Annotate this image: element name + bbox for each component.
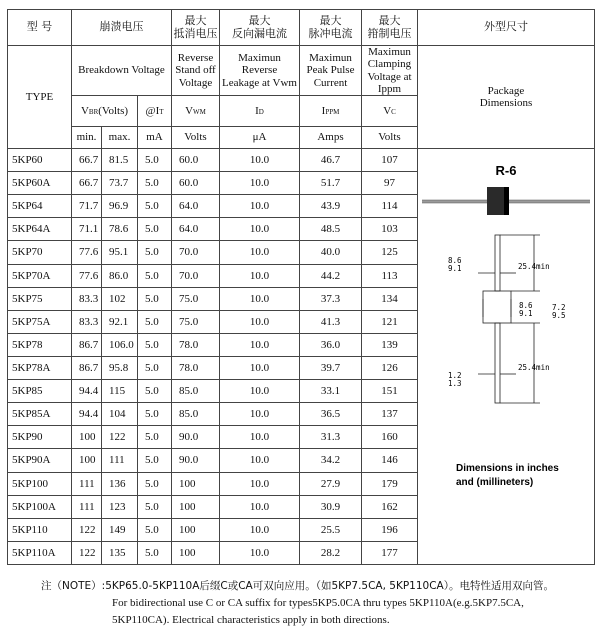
cell-id: 10.0 <box>220 172 300 195</box>
hdr-outline-cn: 外型尺寸 <box>418 10 595 46</box>
type-cell: 5KP110 <box>8 518 72 541</box>
package-name: R-6 <box>495 163 517 178</box>
cell-max: 104 <box>102 403 138 426</box>
cell-vc: 103 <box>362 218 418 241</box>
note-line-cn: 注（NOTE）:5KP65.0-5KP110A后缀C或CA可双向应用。（如5KP7.5CA, 5KP110CA）。电特性适用双向管。 <box>41 580 554 592</box>
cell-max: 95.1 <box>102 241 138 264</box>
cell-it: 5.0 <box>138 333 172 356</box>
cell-it: 5.0 <box>138 287 172 310</box>
hdr-leakage-en: Maximun Reverse Leakage at Vwm <box>220 46 300 96</box>
cell-vwm: 90.0 <box>172 426 220 449</box>
cell-max: 106.0 <box>102 333 138 356</box>
cell-min: 111 <box>72 495 102 518</box>
sym-ippm: IPPM <box>300 96 362 127</box>
cell-id: 10.0 <box>220 310 300 333</box>
cell-vwm: 100 <box>172 518 220 541</box>
dim-body-len1: 7.2 <box>552 303 566 312</box>
cell-ippm: 25.5 <box>300 518 362 541</box>
type-cell: 5KP85 <box>8 380 72 403</box>
cell-id: 10.0 <box>220 218 300 241</box>
cell-min: 77.6 <box>72 241 102 264</box>
cell-id: 10.0 <box>220 356 300 379</box>
cell-ippm: 39.7 <box>300 356 362 379</box>
cell-ippm: 41.3 <box>300 310 362 333</box>
type-cell: 5KP110A <box>8 541 72 564</box>
cell-id: 10.0 <box>220 333 300 356</box>
hdr-leakage-cn: 最大 反向漏电流 <box>220 10 300 46</box>
cell-min: 66.7 <box>72 149 102 172</box>
cell-ippm: 33.1 <box>300 380 362 403</box>
cell-id: 10.0 <box>220 403 300 426</box>
package-drawing <box>418 149 595 561</box>
unit-max: max. <box>102 127 138 149</box>
cell-min: 100 <box>72 449 102 472</box>
cell-vwm: 64.0 <box>172 218 220 241</box>
cell-ippm: 31.3 <box>300 426 362 449</box>
cell-vc: 107 <box>362 149 418 172</box>
cell-it: 5.0 <box>138 541 172 564</box>
cell-max: 95.8 <box>102 356 138 379</box>
cell-max: 115 <box>102 380 138 403</box>
cell-id: 10.0 <box>220 241 300 264</box>
cell-vc: 160 <box>362 426 418 449</box>
unit-ua: μA <box>220 127 300 149</box>
dim-caption-2: and (millineters) <box>456 477 534 488</box>
unit-min: min. <box>72 127 102 149</box>
diode-side-view <box>422 187 590 215</box>
type-cell: 5KP85A <box>8 403 72 426</box>
cell-min: 122 <box>72 518 102 541</box>
cell-ippm: 27.9 <box>300 472 362 495</box>
type-cell: 5KP90A <box>8 449 72 472</box>
hdr-breakdown-cn: 崩溃电压 <box>72 10 172 46</box>
cell-id: 10.0 <box>220 518 300 541</box>
cell-id: 10.0 <box>220 541 300 564</box>
cell-min: 86.7 <box>72 356 102 379</box>
cell-it: 5.0 <box>138 172 172 195</box>
cell-vc: 139 <box>362 333 418 356</box>
cell-id: 10.0 <box>220 287 300 310</box>
cell-it: 5.0 <box>138 472 172 495</box>
header-row-en <box>8 46 595 96</box>
cell-ippm: 30.9 <box>300 495 362 518</box>
cell-id: 10.0 <box>220 195 300 218</box>
cell-id: 10.0 <box>220 495 300 518</box>
cell-ippm: 28.2 <box>300 541 362 564</box>
cell-vc: 146 <box>362 449 418 472</box>
cell-id: 10.0 <box>220 426 300 449</box>
type-cell: 5KP78A <box>8 356 72 379</box>
dim-caption-1: Dimensions in inches <box>456 463 559 474</box>
cell-id: 10.0 <box>220 264 300 287</box>
cell-min: 71.1 <box>72 218 102 241</box>
hdr-clamping-cn: 最大 箝制电压 <box>362 10 418 46</box>
cell-ippm: 48.5 <box>300 218 362 241</box>
dim-wire1: 1.2 <box>448 371 462 380</box>
sym-vbr: VBR(Volts) <box>72 96 138 127</box>
sym-vwm: VWM <box>172 96 220 127</box>
cell-it: 5.0 <box>138 380 172 403</box>
sym-id: ID <box>220 96 300 127</box>
dim-body-w2: 9.1 <box>519 309 533 318</box>
hdr-pulse-en: Maximun Peak Pulse Current <box>300 46 362 96</box>
unit-volts: Volts <box>172 127 220 149</box>
cell-vc: 137 <box>362 403 418 426</box>
cell-vwm: 100 <box>172 541 220 564</box>
cell-it: 5.0 <box>138 310 172 333</box>
cell-max: 102 <box>102 287 138 310</box>
cell-min: 77.6 <box>72 264 102 287</box>
type-cell: 5KP64 <box>8 195 72 218</box>
type-cell: 5KP64A <box>8 218 72 241</box>
type-cell: 5KP100A <box>8 495 72 518</box>
cell-max: 123 <box>102 495 138 518</box>
cell-min: 94.4 <box>72 380 102 403</box>
hdr-type-en: TYPE <box>8 46 72 149</box>
cell-vc: 113 <box>362 264 418 287</box>
package-drawing-cell <box>418 149 595 565</box>
type-cell: 5KP90 <box>8 426 72 449</box>
cell-vwm: 70.0 <box>172 241 220 264</box>
cell-max: 96.9 <box>102 195 138 218</box>
cell-id: 10.0 <box>220 449 300 472</box>
cell-it: 5.0 <box>138 356 172 379</box>
cell-vwm: 75.0 <box>172 287 220 310</box>
hdr-type-cn: 型 号 <box>8 10 72 46</box>
dim-top-left: 8.6 <box>448 256 462 265</box>
dim-body-w1: 8.6 <box>519 301 533 310</box>
cell-ippm: 46.7 <box>300 149 362 172</box>
hdr-breakdown-en: Breakdown Voltage <box>72 46 172 96</box>
cell-id: 10.0 <box>220 149 300 172</box>
spec-sheet <box>7 9 595 565</box>
outline-drawing <box>478 235 540 403</box>
table-row <box>8 149 595 172</box>
cell-min: 94.4 <box>72 403 102 426</box>
cell-max: 86.0 <box>102 264 138 287</box>
cell-it: 5.0 <box>138 403 172 426</box>
dim-body-len2: 9.5 <box>552 311 566 320</box>
cell-vwm: 60.0 <box>172 149 220 172</box>
cell-it: 5.0 <box>138 518 172 541</box>
cell-ippm: 40.0 <box>300 241 362 264</box>
cell-max: 136 <box>102 472 138 495</box>
cell-id: 10.0 <box>220 380 300 403</box>
cell-vwm: 78.0 <box>172 333 220 356</box>
cell-vwm: 85.0 <box>172 380 220 403</box>
type-cell: 5KP60 <box>8 149 72 172</box>
unit-ma: mA <box>138 127 172 149</box>
hdr-pulse-cn: 最大 脉冲电流 <box>300 10 362 46</box>
cell-it: 5.0 <box>138 264 172 287</box>
type-cell: 5KP75A <box>8 310 72 333</box>
cell-max: 78.6 <box>102 218 138 241</box>
cell-vc: 126 <box>362 356 418 379</box>
cell-ippm: 36.5 <box>300 403 362 426</box>
note-line-en-1: For bidirectional use C or CA suffix for types5KP5.0CA thru types 5KP110A(e.g.5KP7.5CA, <box>112 597 524 609</box>
cell-max: 149 <box>102 518 138 541</box>
cell-max: 122 <box>102 426 138 449</box>
cell-vc: 162 <box>362 495 418 518</box>
cell-min: 111 <box>72 472 102 495</box>
cell-vc: 125 <box>362 241 418 264</box>
cell-max: 73.7 <box>102 172 138 195</box>
dim-top-left-2: 9.1 <box>448 264 462 273</box>
cell-vc: 121 <box>362 310 418 333</box>
cell-it: 5.0 <box>138 149 172 172</box>
type-cell: 5KP75 <box>8 287 72 310</box>
cell-min: 83.3 <box>72 310 102 333</box>
cell-vc: 97 <box>362 172 418 195</box>
cell-vwm: 90.0 <box>172 449 220 472</box>
header-row-cn <box>8 10 595 46</box>
cell-vc: 177 <box>362 541 418 564</box>
cell-vc: 134 <box>362 287 418 310</box>
dim-lead-top: 25.4min <box>518 262 550 271</box>
cell-ippm: 37.3 <box>300 287 362 310</box>
hdr-standoff-cn: 最大 抵消电压 <box>172 10 220 46</box>
cell-vwm: 64.0 <box>172 195 220 218</box>
note-line-en-2: 5KP110CA). Electrical characteristics apply in both directions. <box>112 614 390 626</box>
cell-min: 66.7 <box>72 172 102 195</box>
cell-min: 83.3 <box>72 287 102 310</box>
dim-wire2: 1.3 <box>448 379 462 388</box>
cell-max: 92.1 <box>102 310 138 333</box>
cell-ippm: 44.2 <box>300 264 362 287</box>
cell-ippm: 43.9 <box>300 195 362 218</box>
sym-it: @IT <box>138 96 172 127</box>
sym-vc: VC <box>362 96 418 127</box>
cell-min: 100 <box>72 426 102 449</box>
cell-it: 5.0 <box>138 426 172 449</box>
cell-it: 5.0 <box>138 218 172 241</box>
type-cell: 5KP70 <box>8 241 72 264</box>
cell-min: 86.7 <box>72 333 102 356</box>
cell-ippm: 51.7 <box>300 172 362 195</box>
cell-vwm: 75.0 <box>172 310 220 333</box>
cell-vwm: 70.0 <box>172 264 220 287</box>
hdr-clamping-en: Maximun Clamping Voltage at Ippm <box>362 46 418 96</box>
dim-lead-bot: 25.4min <box>518 363 550 372</box>
cell-it: 5.0 <box>138 241 172 264</box>
cell-vwm: 85.0 <box>172 403 220 426</box>
type-cell: 5KP60A <box>8 172 72 195</box>
cell-ippm: 34.2 <box>300 449 362 472</box>
hdr-package-en: Package Dimensions <box>418 46 595 149</box>
cell-vwm: 100 <box>172 472 220 495</box>
cell-vwm: 78.0 <box>172 356 220 379</box>
cell-max: 81.5 <box>102 149 138 172</box>
cell-min: 122 <box>72 541 102 564</box>
cell-it: 5.0 <box>138 195 172 218</box>
cell-id: 10.0 <box>220 472 300 495</box>
cell-max: 135 <box>102 541 138 564</box>
notes <box>41 578 554 629</box>
cell-vc: 196 <box>362 518 418 541</box>
cell-it: 5.0 <box>138 495 172 518</box>
cell-vwm: 60.0 <box>172 172 220 195</box>
cell-min: 71.7 <box>72 195 102 218</box>
cell-vc: 114 <box>362 195 418 218</box>
cell-vwm: 100 <box>172 495 220 518</box>
cell-vc: 179 <box>362 472 418 495</box>
type-cell: 5KP78 <box>8 333 72 356</box>
cell-max: 111 <box>102 449 138 472</box>
type-cell: 5KP70A <box>8 264 72 287</box>
unit-volts-vc: Volts <box>362 127 418 149</box>
spec-table <box>7 9 595 565</box>
unit-amps: Amps <box>300 127 362 149</box>
cell-ippm: 36.0 <box>300 333 362 356</box>
type-cell: 5KP100 <box>8 472 72 495</box>
cell-vc: 151 <box>362 380 418 403</box>
cell-it: 5.0 <box>138 449 172 472</box>
hdr-standoff-en: Reverse Stand off Voltage <box>172 46 220 96</box>
